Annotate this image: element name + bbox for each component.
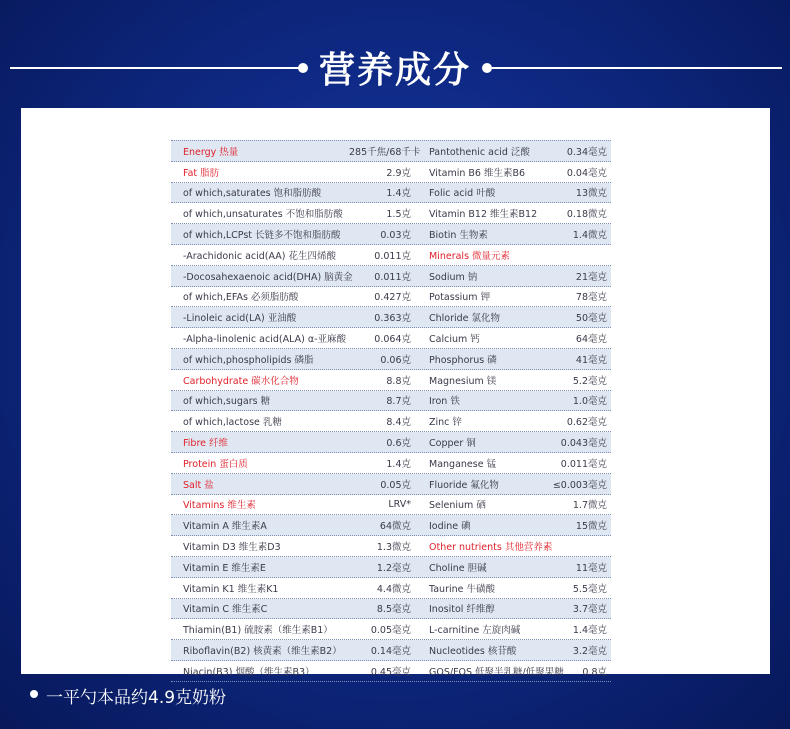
nutrient-name: L-carnitine 左旋肉碱 <box>429 625 521 637</box>
right-cell <box>417 245 611 265</box>
nutrient-name: -Linoleic acid(LA) 亚油酸 <box>183 313 297 325</box>
left-cell <box>171 474 417 494</box>
nutrient-name: -Docosahexaenoic acid(DHA) 脑黄金 <box>183 271 353 283</box>
nutrient-value: 4.4微克 <box>376 583 411 595</box>
nutrient-value: 0.05毫克 <box>370 625 411 637</box>
nutrient-name: Minerals 微量元素 <box>429 250 511 262</box>
right-cell <box>417 287 611 307</box>
nutrient-name: of which,unsaturates 不饱和脂肪酸 <box>183 209 343 221</box>
nutrient-value: 0.05克 <box>380 479 411 491</box>
nutrient-value: 64毫克 <box>575 334 607 346</box>
left-cell <box>171 578 417 598</box>
nutrient-name: -Alpha-linolenic acid(ALA) α-亚麻酸 <box>183 334 347 346</box>
right-cell <box>417 474 611 494</box>
right-cell <box>417 619 611 639</box>
nutrient-value: 15微克 <box>575 521 607 533</box>
nutrient-name: Vitamin A 维生素A <box>183 521 267 533</box>
nutrient-value: 1.2毫克 <box>376 562 411 574</box>
right-cell <box>417 183 611 203</box>
nutrient-value: 0.064克 <box>374 334 411 346</box>
left-cell <box>171 391 417 411</box>
nutrient-value: 3.7毫克 <box>572 604 607 616</box>
left-cell <box>171 619 417 639</box>
nutrient-value: 8.8克 <box>386 375 411 387</box>
table-row <box>171 287 611 308</box>
nutrient-name: of which,lactose 乳糖 <box>183 417 282 429</box>
table-row <box>171 349 611 370</box>
left-cell <box>171 495 417 515</box>
left-cell <box>171 640 417 660</box>
left-cell <box>171 266 417 286</box>
right-cell <box>417 453 611 473</box>
left-cell <box>171 515 417 535</box>
nutrient-name: Carbohydrate 碳水化合物 <box>183 375 299 387</box>
nutrient-value: 0.62毫克 <box>566 417 607 429</box>
nutrient-name: of which,LCPst 长链多不饱和脂肪酸 <box>183 230 341 242</box>
table-row <box>171 183 611 204</box>
left-cell <box>171 141 421 161</box>
nutrient-value: ≤0.003毫克 <box>552 479 607 491</box>
right-cell <box>417 307 611 327</box>
nutrient-name: Fluoride 氟化物 <box>429 479 499 491</box>
right-cell <box>417 141 611 161</box>
left-cell <box>171 203 417 223</box>
nutrient-value: 1.5克 <box>386 209 411 221</box>
nutrient-name: Chloride 氯化物 <box>429 313 501 325</box>
nutrient-value: LRV* <box>388 498 411 510</box>
left-cell <box>171 349 417 369</box>
nutrient-value: 0.8克 <box>582 666 607 678</box>
table-row <box>171 140 611 162</box>
nutrient-value: 8.7克 <box>386 396 411 408</box>
nutrition-table <box>171 140 611 682</box>
nutrient-name: Vitamin B6 维生素B6 <box>429 167 526 179</box>
table-row <box>171 619 611 640</box>
left-cell <box>171 162 417 182</box>
left-cell <box>171 307 417 327</box>
nutrient-name: Vitamin E 维生素E <box>183 562 266 574</box>
nutrient-name: Choline 胆碱 <box>429 562 487 574</box>
header <box>0 36 790 98</box>
right-cell <box>417 349 611 369</box>
nutrient-value: 5.2毫克 <box>572 375 607 387</box>
nutrient-name: of which,EFAs 必须脂肪酸 <box>183 292 299 304</box>
nutrient-name: Iron 铁 <box>429 396 460 408</box>
nutrient-name: of which,phospholipids 磷脂 <box>183 354 314 366</box>
table-row <box>171 328 611 349</box>
nutrient-value: 0.011克 <box>374 271 411 283</box>
right-cell <box>417 432 611 452</box>
left-cell <box>171 224 417 244</box>
nutrient-value: 0.011毫克 <box>560 458 607 470</box>
table-row <box>171 391 611 412</box>
right-cell <box>417 328 611 348</box>
nutrient-value: 0.03克 <box>380 230 411 242</box>
nutrient-value: 0.14毫克 <box>370 646 411 658</box>
nutrient-name: Protein 蛋白质 <box>183 458 248 470</box>
nutrient-value: 8.4克 <box>386 417 411 429</box>
table-row <box>171 162 611 183</box>
nutrient-name: Calcium 钙 <box>429 334 480 346</box>
nutrient-name: Other nutrients 其他营养素 <box>429 542 553 554</box>
nutrient-value: 21毫克 <box>575 271 607 283</box>
nutrient-value: 5.5毫克 <box>572 583 607 595</box>
nutrient-value: 285千焦/68千卡 <box>349 146 421 158</box>
nutrient-name: -Arachidonic acid(AA) 花生四烯酸 <box>183 250 336 262</box>
nutrient-name: Fat 脂肪 <box>183 167 220 179</box>
table-row <box>171 474 611 495</box>
left-cell <box>171 328 417 348</box>
nutrient-name: Manganese 锰 <box>429 458 497 470</box>
right-cell <box>417 162 611 182</box>
nutrient-value: 1.4克 <box>386 188 411 200</box>
nutrient-name: Biotin 生物素 <box>429 230 488 242</box>
right-cell <box>417 266 611 286</box>
serving-note: 一平勺本品约4.9克奶粉 <box>46 688 227 708</box>
table-row <box>171 495 611 516</box>
table-row <box>171 599 611 620</box>
right-cell <box>417 640 611 660</box>
nutrient-name: Iodine 碘 <box>429 521 471 533</box>
nutrient-name: Vitamin K1 维生素K1 <box>183 583 279 595</box>
table-row <box>171 453 611 474</box>
nutrient-value: 0.04毫克 <box>566 167 607 179</box>
right-cell <box>417 495 611 515</box>
table-row <box>171 203 611 224</box>
header-dot-right <box>482 63 492 73</box>
nutrient-name: Vitamin C 维生素C <box>183 604 268 616</box>
nutrient-value: 2.9克 <box>386 167 411 179</box>
nutrient-value: 0.427克 <box>374 292 411 304</box>
right-cell <box>417 203 611 223</box>
nutrient-name: Vitamins 维生素 <box>183 500 256 512</box>
nutrient-name: Selenium 硒 <box>429 500 486 512</box>
nutrient-value: 78毫克 <box>575 292 607 304</box>
table-row <box>171 432 611 453</box>
nutrient-name: Inositol 纤维醇 <box>429 604 495 616</box>
nutrient-name: of which,sugars 糖 <box>183 396 271 408</box>
nutrient-name: of which,saturates 饱和脂肪酸 <box>183 188 322 200</box>
bullet-icon <box>30 690 38 698</box>
nutrient-value: 0.06克 <box>380 354 411 366</box>
footer <box>0 676 790 716</box>
table-row <box>171 266 611 287</box>
nutrient-name: Energy 热量 <box>183 146 239 158</box>
table-row <box>171 640 611 661</box>
nutrient-name: Potassium 钾 <box>429 292 491 304</box>
right-cell <box>417 515 611 535</box>
table-row <box>171 370 611 391</box>
right-cell <box>417 370 611 390</box>
table-row <box>171 515 611 536</box>
nutrient-value: 0.18微克 <box>566 209 607 221</box>
header-divider-left <box>10 67 300 69</box>
nutrient-name: Sodium 钠 <box>429 271 478 283</box>
table-row <box>171 557 611 578</box>
left-cell <box>171 245 417 265</box>
nutrient-name: Nucleotides 核苷酸 <box>429 646 517 658</box>
nutrient-value: 8.5毫克 <box>376 604 411 616</box>
nutrient-value: 1.0毫克 <box>572 396 607 408</box>
nutrient-name: Zinc 锌 <box>429 417 462 429</box>
left-cell <box>171 453 417 473</box>
table-row <box>171 578 611 599</box>
nutrient-name: Phosphorus 磷 <box>429 354 497 366</box>
nutrient-value: 1.4毫克 <box>572 625 607 637</box>
nutrient-name: Niacin(B3) 烟酸（维生素B3） <box>183 666 315 678</box>
nutrient-value: 0.34毫克 <box>566 146 607 158</box>
nutrient-value: 0.043毫克 <box>560 438 607 450</box>
right-cell <box>417 224 611 244</box>
left-cell <box>171 432 417 452</box>
header-divider-right <box>492 67 782 69</box>
right-cell <box>417 391 611 411</box>
left-cell <box>171 287 417 307</box>
table-row <box>171 411 611 432</box>
left-cell <box>171 536 417 556</box>
nutrient-name: GOS/FOS 低聚半乳糖/低聚果糖 <box>429 666 564 678</box>
nutrient-value: 13微克 <box>575 188 607 200</box>
nutrient-value: 1.4微克 <box>572 230 607 242</box>
nutrient-name: Taurine 牛磺酸 <box>429 583 496 595</box>
left-cell <box>171 183 417 203</box>
right-cell <box>417 599 611 619</box>
nutrient-name: Copper 铜 <box>429 438 476 450</box>
nutrient-value: 3.2毫克 <box>572 646 607 658</box>
nutrient-value: 41毫克 <box>575 354 607 366</box>
page-title: 营养成分 <box>318 50 471 91</box>
right-cell <box>417 557 611 577</box>
nutrient-value: 64微克 <box>379 521 411 533</box>
nutrient-name: Folic acid 叶酸 <box>429 188 496 200</box>
right-cell <box>417 578 611 598</box>
left-cell <box>171 370 417 390</box>
left-cell <box>171 557 417 577</box>
left-cell <box>171 411 417 431</box>
nutrient-value: 0.6克 <box>386 438 411 450</box>
nutrient-name: Vitamin B12 维生素B12 <box>429 209 538 221</box>
nutrient-name: Vitamin D3 维生素D3 <box>183 542 281 554</box>
nutrient-name: Salt 盐 <box>183 479 214 491</box>
nutrient-value: 0.363克 <box>374 313 411 325</box>
nutrient-value: 1.3微克 <box>376 542 411 554</box>
nutrient-name: Magnesium 镁 <box>429 375 497 387</box>
nutrient-name: Pantothenic acid 泛酸 <box>429 146 530 158</box>
nutrient-name: Riboflavin(B2) 核黄素（维生素B2） <box>183 646 342 658</box>
nutrition-panel <box>21 108 770 678</box>
table-row <box>171 245 611 266</box>
right-cell <box>417 411 611 431</box>
left-cell <box>171 599 417 619</box>
table-row <box>171 536 611 557</box>
nutrient-value: 1.4克 <box>386 458 411 470</box>
nutrient-value: 0.011克 <box>374 250 411 262</box>
table-row <box>171 307 611 328</box>
nutrient-name: Thiamin(B1) 硫胺素（维生素B1） <box>183 625 333 637</box>
nutrient-value: 1.7微克 <box>572 500 607 512</box>
table-row <box>171 224 611 245</box>
right-cell <box>417 536 611 556</box>
nutrient-value: 0.45毫克 <box>370 666 411 678</box>
nutrient-name: Fibre 纤维 <box>183 438 229 450</box>
nutrient-value: 11毫克 <box>575 562 607 574</box>
nutrient-value: 50毫克 <box>575 313 607 325</box>
